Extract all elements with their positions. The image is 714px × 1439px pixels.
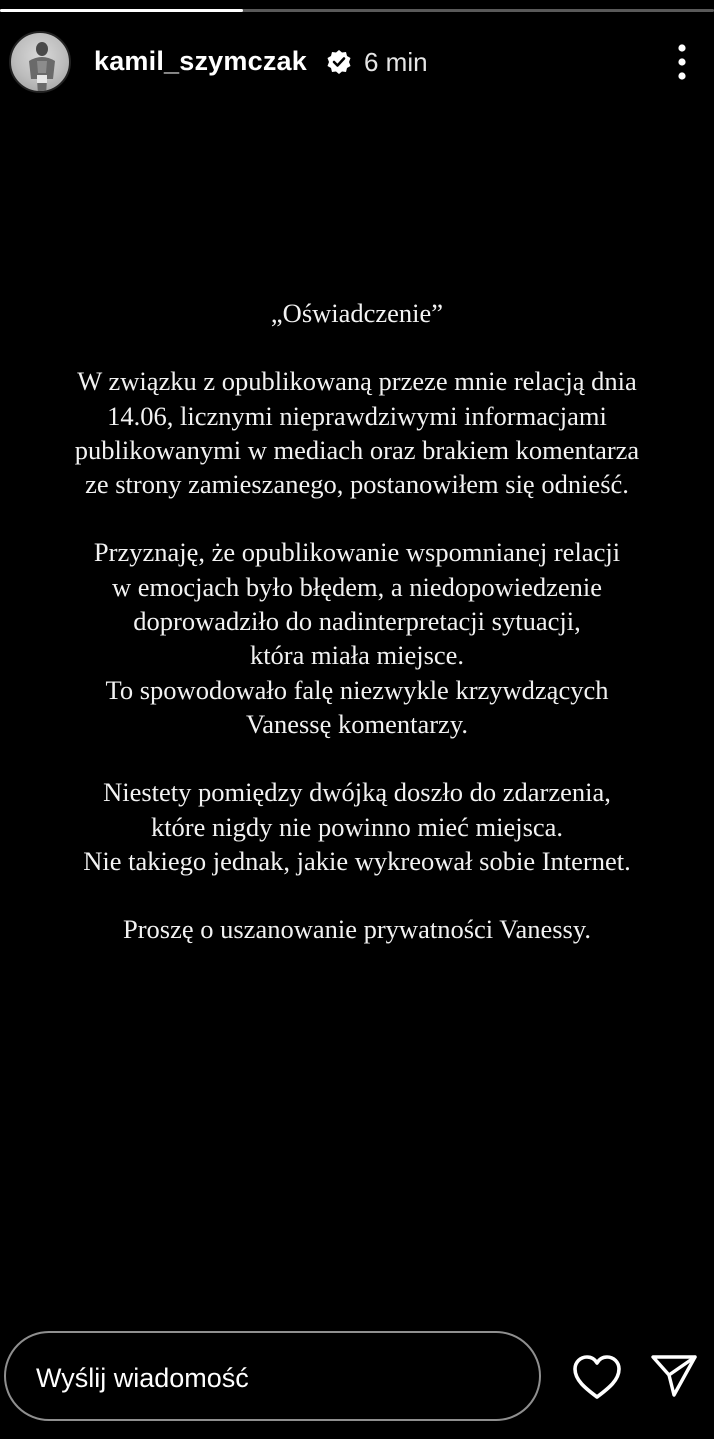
send-icon[interactable]	[650, 1353, 698, 1399]
avatar[interactable]	[9, 31, 71, 93]
reply-placeholder[interactable]: Wyślij wiadomość	[36, 1363, 249, 1393]
more-options-icon[interactable]	[664, 42, 700, 82]
story-progress-bar	[0, 9, 714, 13]
statement-line: ze strony zamieszanego, postanowiłem się odnieść.	[85, 469, 629, 500]
statement-line: Proszę o uszanowanie prywatności Vanessy.	[122, 914, 592, 945]
statement-line: Niestety pomiędzy dwójką doszło do zdarzenia,	[103, 777, 611, 808]
username[interactable]: kamil_szymczak	[94, 46, 307, 76]
timestamp: 6 min	[364, 47, 428, 77]
statement-line: Vanessę komentarzy.	[246, 708, 468, 739]
statement-line: To spowodowało falę niezwykle krzywdzących	[105, 674, 609, 705]
statement-line: która miała miejsce.	[249, 640, 465, 671]
statement-line: doprowadziło do nadinterpretacji sytuacji,	[133, 606, 581, 637]
reply-field[interactable]	[4, 1331, 541, 1421]
progress-fill	[0, 9, 243, 12]
statement-title: „Oświadczenie”	[270, 298, 444, 328]
statement-line: które nigdy nie powinno mieć miejsca.	[150, 811, 564, 842]
statement-line: Przyznaję, że opublikowanie wspomnianej relacji	[93, 537, 621, 568]
statement-line: 14.06, licznymi nieprawdziwymi informacjami	[107, 400, 607, 431]
profile-photo-icon	[11, 33, 71, 93]
heart-icon[interactable]	[571, 1353, 623, 1401]
statement-line: publikowanymi w mediach oraz brakiem komentarza	[74, 434, 640, 465]
statement-line: Nie takiego jednak, jakie wykreował sobie Internet.	[83, 845, 631, 876]
verified-badge-icon	[326, 49, 352, 75]
story-text	[0, 296, 714, 946]
statement-line: w emocjach było błędem, a niedopowiedzenie	[111, 571, 603, 602]
story-header	[0, 30, 714, 94]
statement-line: W związku z opublikowaną przeze mnie relacją dnia	[77, 366, 637, 397]
